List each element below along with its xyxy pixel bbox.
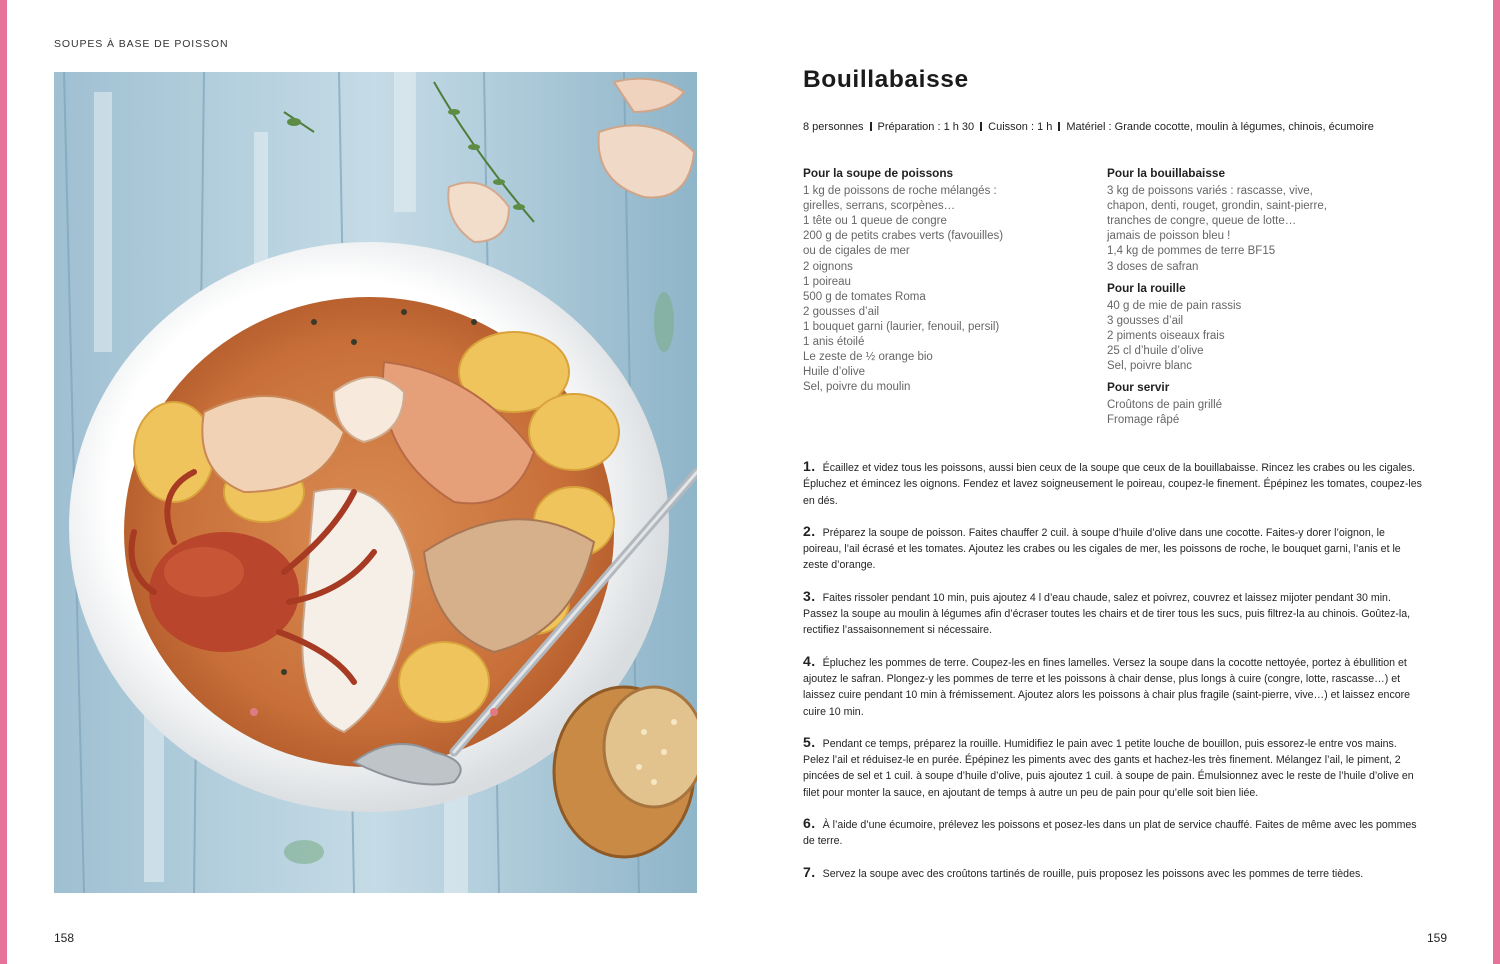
cook-time: Cuisson : 1 h xyxy=(988,121,1053,133)
step-number: 7. xyxy=(803,863,816,880)
step-number: 6. xyxy=(803,815,816,832)
ingredient-item: 40 g de mie de pain rassis xyxy=(1107,299,1242,312)
step-text: Préparez la soupe de poisson. Faites chauffer 2 cuil. à soupe d’huile d’olive dans une cocotte. Faites-y dorer l’oignon, le poireau, l’ail écrasé et les tomates. Ajoutez les crabes ou les cigales de mer, les poissons de roche, le bouquet garni, l’anis et le zeste d’orange. xyxy=(803,526,1401,572)
ingredient-item: Sel, poivre du moulin xyxy=(803,381,911,394)
ingredient-item: chapon, denti, rouget, grondin, saint-pierre, xyxy=(1107,200,1327,213)
ingredient-item: Le zeste de ½ orange bio xyxy=(803,351,933,364)
ingredient-group-rouille xyxy=(1107,281,1397,375)
ingredient-item: 2 piments oiseaux frais xyxy=(1107,329,1225,342)
step-number: 2. xyxy=(803,522,816,539)
servings: 8 personnes xyxy=(803,121,864,133)
ingredient-group-heading: Pour la bouillabaisse xyxy=(1107,166,1226,180)
ingredient-item: Fromage râpé xyxy=(1107,414,1180,427)
recipe-step xyxy=(803,588,1423,639)
step-number: 4. xyxy=(803,652,816,669)
step-text: Servez la soupe avec des croûtons tartinés de rouille, puis proposez les poissons avec les pommes de terre tièdes. xyxy=(822,867,1364,880)
meta-separator xyxy=(980,122,982,131)
ingredient-item: 2 oignons xyxy=(803,260,853,273)
page-edge-left xyxy=(0,0,7,964)
ingredient-item: 1 poireau xyxy=(803,275,851,288)
step-text: À l’aide d’une écumoire, prélevez les poissons et posez-les dans un plat de service chauffé. Faites de même avec les pommes de terre. xyxy=(803,819,1417,848)
ingredient-item: 1 kg de poissons de roche mélangés : xyxy=(803,185,997,198)
ingredient-item: 2 gousses d’ail xyxy=(803,305,880,318)
ingredient-item: Huile d’olive xyxy=(803,366,866,379)
ingredient-item: 3 doses de safran xyxy=(1107,260,1199,273)
recipe-steps xyxy=(803,458,1423,896)
ingredient-item: Sel, poivre blanc xyxy=(1107,360,1193,373)
recipe-step xyxy=(803,653,1423,720)
ingredient-group-heading: Pour servir xyxy=(1107,380,1170,395)
equipment: Matériel : Grande cocotte, moulin à légumes, chinois, écumoire xyxy=(1066,121,1374,133)
step-text: Pendant ce temps, préparez la rouille. Humidifiez le pain avec 1 petite louche de bouillon, puis essorez-le entre vos mains. Pelez l’ail et réduisez-le en purée. Épépinez les piments avec des gants et hachez-les très finement. Mélangez l’ail, le piment, 2 pincées de sel et 1 cuil. à soupe d’huile d’olive, puis ajoutez 1 cuil. à soupe de pain. Émulsionnez avec le reste de l’huile d’olive en filet pour monter la sauce, en ajoutant de temps à autre un peu de pain pour qu’elle soit bien liée. xyxy=(803,737,1414,799)
prep-time: Préparation : 1 h 30 xyxy=(877,121,975,133)
recipe-meta xyxy=(803,121,1374,133)
ingredient-group-heading: Pour la rouille xyxy=(1107,280,1186,295)
page-number-left: 158 xyxy=(54,931,75,945)
meta-separator xyxy=(870,122,872,131)
ingredient-item: 3 gousses d’ail xyxy=(1107,314,1184,327)
ingredient-item: 25 cl d’huile d’olive xyxy=(1107,345,1204,358)
ingredient-item: 500 g de tomates Roma xyxy=(803,290,926,303)
running-head: SOUPES À BASE DE POISSON xyxy=(54,38,229,50)
recipe-step xyxy=(803,523,1423,574)
step-text: Épluchez les pommes de terre. Coupez-les en fines lamelles. Versez la soupe dans la cocotte nettoyée, portez à ébullition et ajoutez le safran. Plongez-y les pommes de terre et les poissons à chair dense, plus longs à cuire (congre, lotte, rascasse…) et laissez cuire pendant 10 min à frémissement. Ajoutez alors les poissons à chair plus fragile (saint-pierre, vive…) et laissez encore cuire 10 min. xyxy=(803,656,1411,718)
step-number: 1. xyxy=(803,458,816,474)
ingredient-item: jamais de poisson bleu ! xyxy=(1107,230,1231,243)
ingredient-item: 200 g de petits crabes verts (favouilles) xyxy=(803,230,1004,243)
ingredients-column-1 xyxy=(803,166,1073,401)
ingredient-item: 1 anis étoilé xyxy=(803,336,865,349)
ingredient-item: 1,4 kg de pommes de terre BF15 xyxy=(1107,245,1276,258)
ingredient-item: ou de cigales de mer xyxy=(803,245,910,258)
ingredient-item: 1 bouquet garni (laurier, fenouil, persil) xyxy=(803,320,1000,333)
ingredient-group-heading: Pour la soupe de poissons xyxy=(803,166,954,180)
step-number: 5. xyxy=(803,733,816,750)
recipe-step xyxy=(803,815,1423,850)
ingredient-group-bouillabaisse xyxy=(1107,166,1397,275)
ingredient-item: Croûtons de pain grillé xyxy=(1107,399,1223,412)
ingredient-item: tranches de congre, queue de lotte… xyxy=(1107,215,1297,228)
ingredient-item: girelles, serrans, scorpènes… xyxy=(803,200,956,213)
meta-separator xyxy=(1058,122,1060,131)
ingredients-column-2 xyxy=(1107,166,1397,435)
step-text: Écaillez et videz tous les poissons, aussi bien ceux de la soupe que ceux de la bouillabaisse. Rincez les crabes ou les cigales. Épluchez et émincez les oignons. Fendez et lavez soigneusement le poireau, coupez-le finement. Épépinez les tomates, coupez-les en dés. xyxy=(803,462,1422,507)
page-edge-right xyxy=(1493,0,1500,964)
recipe-step xyxy=(803,864,1423,882)
recipe-step xyxy=(803,458,1423,509)
recipe-title: Bouillabaisse xyxy=(803,66,969,93)
ingredient-item: 1 tête ou 1 queue de congre xyxy=(803,215,947,228)
recipe-step xyxy=(803,734,1423,801)
ingredient-group-soup xyxy=(803,166,1073,395)
page-number-right: 159 xyxy=(1427,931,1448,945)
step-number: 3. xyxy=(803,587,816,604)
bouillabaisse-photo xyxy=(54,72,697,893)
step-text: Faites rissoler pendant 10 min, puis ajoutez 4 l d’eau chaude, salez et poivrez, couvrez et laissez mijoter pendant 30 min. Passez la soupe au moulin à légumes afin d’écraser toutes les chairs et de tirer tous les sucs, puis filtrez-la au chinois. Goûtez-la, rectifiez l’assaisonnement si nécessaire. xyxy=(803,591,1411,637)
ingredient-item: 3 kg de poissons variés : rascasse, vive, xyxy=(1107,185,1313,198)
ingredient-group-serve xyxy=(1107,380,1397,428)
